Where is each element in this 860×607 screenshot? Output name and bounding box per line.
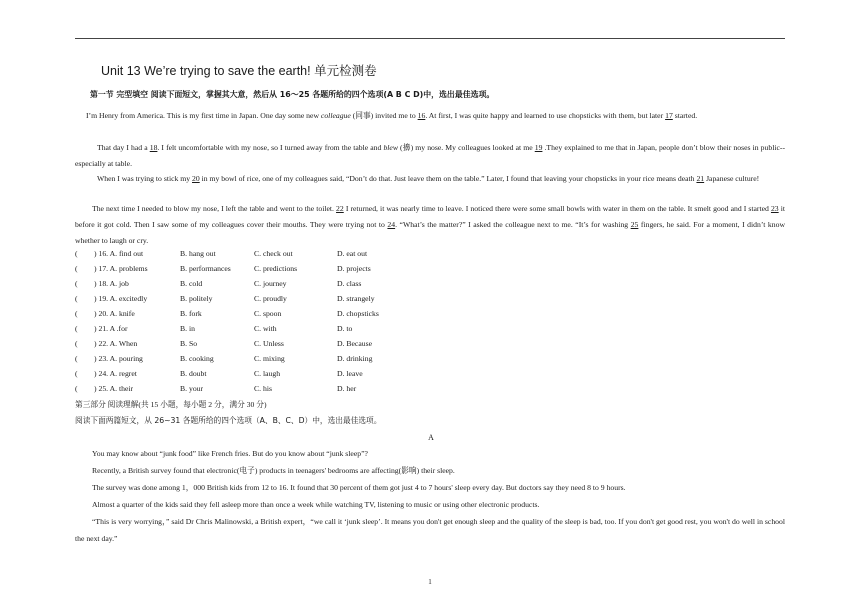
option-row: [75, 291, 495, 306]
option-d: D. to: [337, 324, 353, 333]
blank-number: 17: [665, 111, 673, 120]
text-run: started.: [672, 111, 698, 120]
blank-number: 18: [149, 143, 158, 152]
passage-a-paragraph: “This is very worrying，” said Dr Chris Malinowski, a British expert，“we call it ‘junk sleep’. It means you don't get enough sleep and the quality of the sleep is bad, too. If you don't get good rest, you won't do well in school the next day.”: [75, 517, 785, 543]
option-d: D. Because: [337, 339, 373, 348]
text-run: fingers, he said. For a moment, I didn’t know whether to laugh or cry.: [75, 219, 786, 245]
option-a: ) 20. A. knife: [94, 309, 135, 318]
option-row: [75, 246, 495, 261]
option-b: B. in: [180, 324, 195, 333]
glossed-word: blew: [383, 143, 398, 152]
option-a: ) 19. A. excitedly: [94, 294, 148, 303]
text-run: (擤) my nose. My colleagues looked at me: [397, 143, 535, 152]
option-d: D. her: [337, 384, 357, 393]
option-c: C. laugh: [254, 369, 281, 378]
part-3-instruction: 阅读下面两篇短文，从 26~31 各题所给的四个选项（A、B、C、D）中，选出最佳选项。: [75, 416, 382, 425]
option-c: C. his: [254, 384, 272, 393]
text-run: I returned, it was nearly time to leave. I noticed there were some small bowls with water in them on the table. It smelt good and I started: [343, 204, 771, 213]
text-run: . “What’s the matter?” I asked the colleague next to me. “It’s for washing: [395, 219, 631, 229]
option-d: D. strangely: [337, 294, 375, 303]
option-row: [75, 366, 495, 381]
answer-paren: (: [75, 279, 78, 288]
option-a: ) 25. A. their: [94, 384, 134, 393]
answer-paren: (: [75, 384, 78, 393]
option-d: D. eat out: [337, 249, 368, 258]
option-c: C. spoon: [254, 309, 282, 318]
option-d: D. chopsticks: [337, 309, 379, 318]
answer-paren: (: [75, 324, 78, 333]
blank-number: 24: [387, 219, 396, 229]
text-run: in my bowl of rice, one of my colleagues said, “Don’t do that. Just leave them on the table.” Later, I found that leaving your chopsticks in your rice means death: [199, 174, 697, 183]
passage-a-label: A: [428, 433, 434, 442]
option-d: D. drinking: [337, 354, 373, 363]
option-a: ) 22. A. When: [94, 339, 138, 348]
blank-number: 25: [630, 219, 639, 229]
cloze-paragraph-3: [75, 171, 785, 187]
text-run: .They explained to me that in Japan, people don’t blow their noses in public--especially at table.: [75, 143, 786, 168]
answer-paren: (: [75, 249, 78, 258]
option-a: ) 21. A .for: [94, 324, 128, 333]
section-1-heading: 第一节 完型填空 阅读下面短文，掌握其大意，然后从 16～25 各题所给的四个选项(A B C D)中，选出最佳选项。: [90, 90, 495, 99]
option-c: C. with: [254, 324, 277, 333]
option-b: B. politely: [180, 294, 213, 303]
text-run: it before it got cold. Then I saw some of my colleagues cover their mouths. They were trying not to: [75, 204, 785, 229]
text-run: When I was trying to stick my: [97, 174, 193, 183]
option-row: [75, 261, 495, 276]
text-run: (同事) invited me to: [350, 111, 418, 120]
option-b: B. fork: [180, 309, 202, 318]
option-c: C. mixing: [254, 354, 285, 363]
option-c: C. Unless: [254, 339, 284, 348]
option-c: C. check out: [254, 249, 293, 258]
blank-number: 20: [192, 174, 200, 183]
blank-number: 16: [417, 111, 426, 120]
option-a: ) 23. A. pouring: [94, 354, 143, 363]
option-row: [75, 351, 495, 366]
option-a: ) 24. A. regret: [94, 369, 137, 378]
option-row: [75, 336, 495, 351]
option-row: [75, 306, 495, 321]
option-b: B. cooking: [180, 354, 214, 363]
option-c: C. journey: [254, 279, 287, 288]
option-row: [75, 276, 495, 291]
text-run: . At first, I was quite happy and learned to use chopsticks with them, but later: [425, 111, 666, 120]
option-c: C. predictions: [254, 264, 298, 273]
passage-a-paragraph: You may know about “junk food” like French fries. But do you know about “junk sleep”?: [92, 449, 368, 458]
glossed-word: colleague: [320, 111, 351, 120]
option-a: ) 18. A. job: [94, 279, 129, 288]
cloze-paragraph-2: [75, 140, 785, 172]
answer-paren: (: [75, 369, 78, 378]
option-b: B. cold: [180, 279, 203, 288]
text-run: The next time I needed to blow my nose, I left the table and went to the toilet.: [92, 204, 337, 213]
document-title: Unit 13 We’re trying to save the earth! 单元检测卷: [101, 64, 377, 78]
option-b: B. performances: [180, 264, 231, 273]
answer-paren: (: [75, 309, 78, 318]
option-a: ) 17. A. problems: [94, 264, 148, 273]
answer-paren: (: [75, 354, 78, 363]
option-d: D. class: [337, 279, 362, 288]
text-run: . I felt uncomfortable with my nose, so I turned away from the table and: [157, 143, 384, 152]
blank-number: 22: [336, 204, 344, 213]
passage-a-paragraph: Almost a quarter of the kids said they fell asleep more than once a week while watching TV, listening to music or using other electronic products.: [92, 500, 540, 509]
answer-paren: (: [75, 294, 78, 303]
option-row: [75, 381, 495, 396]
blank-number: 19: [534, 143, 543, 152]
cloze-paragraph-4: [75, 201, 785, 248]
blank-number: 21: [696, 174, 705, 183]
text-run: Japanese culture!: [704, 174, 760, 183]
option-d: D. leave: [337, 369, 363, 378]
answer-paren: (: [75, 339, 78, 348]
passage-a-paragraph: The survey was done among 1，000 British kids from 12 to 16. It found that 30 percent of them got just 4 to 7 hours' sleep every day. But doctors say they need 8 to 9 hours.: [92, 483, 626, 492]
passage-a-paragraph: Recently, a British survey found that electronic(电子) products in teenagers' bedrooms are affecting(影响) their sleep.: [92, 466, 455, 475]
cloze-options-list: [75, 246, 495, 396]
page-number: 1: [428, 578, 432, 586]
answer-paren: (: [75, 264, 78, 273]
option-c: C. proudly: [254, 294, 287, 303]
text-run: I’m Henry from America. This is my first time in Japan. One day some new: [86, 111, 321, 120]
blank-number: 23: [770, 204, 779, 213]
part-3-heading: 第三部分 阅读理解(共 15 小题，每小题 2 分，满分 30 分): [75, 400, 267, 409]
option-a: ) 16. A. find out: [94, 249, 144, 258]
option-b: B. So: [180, 339, 198, 348]
option-d: D. projects: [337, 264, 371, 273]
option-b: B. doubt: [180, 369, 207, 378]
option-b: B. your: [180, 384, 204, 393]
option-row: [75, 321, 495, 336]
text-run: That day I had a: [97, 143, 150, 152]
option-b: B. hang out: [180, 249, 216, 258]
cloze-paragraph-1: [75, 108, 785, 124]
header-rule: [75, 38, 785, 39]
